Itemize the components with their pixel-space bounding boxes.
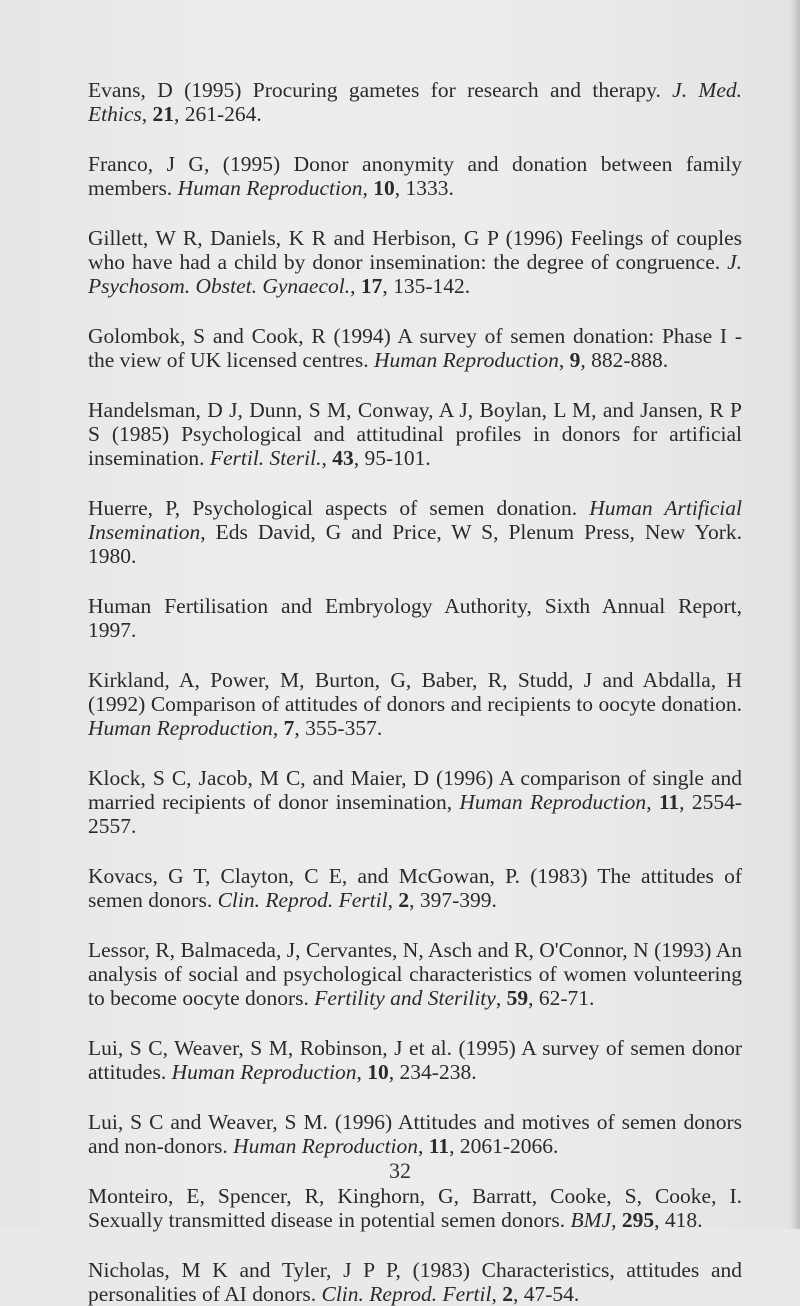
page-number: 32 <box>389 1158 411 1183</box>
reference-text: Franco, J G, (1995) Donor anonymity and donation between family members. <box>88 152 742 200</box>
reference-pages: , 2554-2557. <box>88 790 742 838</box>
reference-text: Kirkland, A, Power, M, Burton, G, Baber, R, Studd, J and Abdalla, H (1992) Comparison of attitudes of donors and recipients to oocyte donation. <box>88 668 742 716</box>
reference-pages: , 2061-2066. <box>449 1134 559 1158</box>
reference-text: Huerre, P, Psychological aspects of semen donation. <box>88 496 590 520</box>
reference-entry: Evans, D (1995) Procuring gametes for research and therapy. J. Med. Ethics, 21, 261-264. <box>88 78 742 126</box>
reference-volume: 11 <box>428 1134 450 1158</box>
reference-pages: , 135-142. <box>382 274 471 298</box>
reference-entry: Lui, S C, Weaver, S M, Robinson, J et al. (1995) A survey of semen donor attitudes. Human Reproduction, 10, 234-238. <box>88 1036 742 1084</box>
reference-entry: Golombok, S and Cook, R (1994) A survey of semen donation: Phase I - the view of UK licensed centres. Human Reproduction, 9, 882-888. <box>88 324 742 372</box>
reference-pages: Eds David, G and Price, W S, Plenum Press, New York. 1980. <box>88 520 743 568</box>
reference-text: Lui, S C, Weaver, S M, Robinson, J et al. (1995) A survey of semen donor attitudes. <box>88 1036 742 1084</box>
reference-text: Lui, S C and Weaver, S M. (1996) Attitudes and motives of semen donors and non-donors. <box>88 1110 742 1158</box>
reference-pages: , 397-399. <box>409 888 497 912</box>
reference-entry: Monteiro, E, Spencer, R, Kinghorn, G, Barratt, Cooke, S, Cooke, I. Sexually transmitted disease in potential semen donors. BMJ, 295, 418. <box>88 1184 742 1232</box>
reference-volume: 11 <box>658 790 680 814</box>
reference-entry: Gillett, W R, Daniels, K R and Herbison, G P (1996) Feelings of couples who have had a child by donor insemination: the degree of congruence. J. Psychosom. Obstet. Gynaecol., 17, 135-142. <box>88 226 742 298</box>
reference-volume: 10 <box>367 1060 389 1084</box>
reference-pages: , 62-71. <box>528 986 595 1010</box>
reference-entry: Franco, J G, (1995) Donor anonymity and donation between family members. Human Reproduction, 10, 1333. <box>88 152 742 200</box>
reference-journal: Human Reproduction <box>171 1060 357 1084</box>
reference-journal: Clin. Reprod. Fertil <box>321 1282 492 1306</box>
reference-journal: Human Reproduction <box>459 790 647 814</box>
reference-entry: Huerre, P, Psychological aspects of semen donation. Human Artificial Insemination, Eds David, G and Price, W S, Plenum Press, New York. 1980. <box>88 496 743 568</box>
reference-pages: , 1333. <box>394 176 454 200</box>
reference-text: Lessor, R, Balmaceda, J, Cervantes, N, Asch and R, O'Connor, N (1993) An analysis of social and psychological characteristics of women volunteering to become oocyte donors. <box>88 938 742 1010</box>
reference-journal: Fertility and Sterility <box>314 986 496 1010</box>
reference-entry: Lui, S C and Weaver, S M. (1996) Attitudes and motives of semen donors and non-donors. Human Reproduction, 11, 2061-2066. <box>88 1110 742 1158</box>
reference-entry: Kovacs, G T, Clayton, C E, and McGowan, P. (1983) The attitudes of semen donors. Clin. Reprod. Fertil, 2, 397-399. <box>88 864 742 912</box>
reference-entry: Klock, S C, Jacob, M C, and Maier, D (1996) A comparison of single and married recipients of donor insemination, Human Reproduction, 11, 2554-2557. <box>88 766 742 838</box>
reference-volume: 2 <box>398 888 410 912</box>
reference-pages: , 355-357. <box>294 716 383 740</box>
reference-volume: 9 <box>569 348 581 372</box>
reference-entry: Kirkland, A, Power, M, Burton, G, Baber, R, Studd, J and Abdalla, H (1992) Comparison of attitudes of donors and recipients to oocyte donation. Human Reproduction, 7, 355-357. <box>88 668 742 740</box>
reference-pages: , 95-101. <box>353 446 431 470</box>
reference-journal: Fertil. Steril. <box>209 446 322 470</box>
reference-pages: , 882-888. <box>580 348 669 372</box>
reference-volume: 21 <box>152 102 174 126</box>
reference-journal: Human Reproduction <box>177 176 363 200</box>
reference-text: Klock, S C, Jacob, M C, and Maier, D (1996) A comparison of single and married recipients of donor insemination, <box>88 766 742 814</box>
reference-journal: Human Artificial Insemination <box>88 496 742 544</box>
reference-text: Golombok, S and Cook, R (1994) A survey of semen donation: Phase I - the view of UK licensed centres. <box>88 324 742 372</box>
reference-entry: Handelsman, D J, Dunn, S M, Conway, A J, Boylan, L M, and Jansen, R P S (1985) Psychological and attitudinal profiles in donors for artificial insemination. Fertil. Steril., 43, 95-101. <box>88 398 742 470</box>
reference-entry <box>88 594 742 642</box>
reference-entry: Nicholas, M K and Tyler, J P P, (1983) Characteristics, attitudes and personalities of AI donors. Clin. Reprod. Fertil, 2, 47-54. <box>88 1258 742 1306</box>
reference-journal: Clin. Reprod. Fertil <box>217 888 388 912</box>
page-edge-shadow <box>790 0 800 1229</box>
reference-volume: 10 <box>373 176 395 200</box>
reference-volume: 2 <box>502 1282 513 1306</box>
reference-text: Handelsman, D J, Dunn, S M, Conway, A J, Boylan, L M, and Jansen, R P S (1985) Psychological and attitudinal profiles in donors for artificial insemination. <box>88 398 742 470</box>
reference-pages: , 47-54. <box>512 1282 580 1306</box>
reference-journal: J. Med. Ethics <box>88 78 742 126</box>
reference-text: Evans, D (1995) Procuring gametes for research and therapy. <box>88 78 673 102</box>
reference-volume: 7 <box>283 716 295 740</box>
reference-journal: BMJ <box>570 1208 612 1232</box>
reference-text: Human Fertilisation and Embryology Authority, Sixth Annual Report, 1997. <box>88 594 742 642</box>
reference-volume: 17 <box>360 274 383 298</box>
reference-journal: J. Psychosom. Obstet. Gynaecol. <box>88 250 742 298</box>
reference-text: Kovacs, G T, Clayton, C E, and McGowan, P. (1983) The attitudes of semen donors. <box>88 864 742 912</box>
reference-volume: 59 <box>506 986 529 1010</box>
reference-text: Nicholas, M K and Tyler, J P P, (1983) Characteristics, attitudes and personalities of AI donors. <box>88 1258 742 1306</box>
reference-pages: , 234-238. <box>388 1060 477 1084</box>
reference-pages: , 261-264. <box>174 102 262 126</box>
reference-text: Gillett, W R, Daniels, K R and Herbison, G P (1996) Feelings of couples who have had a child by donor insemination: the degree of congruence. <box>88 226 742 274</box>
reference-text: Monteiro, E, Spencer, R, Kinghorn, G, Barratt, Cooke, S, Cooke, I. Sexually transmitted disease in potential semen donors. <box>88 1184 742 1232</box>
reference-journal: Human Reproduction <box>88 716 273 740</box>
reference-list <box>88 78 742 1306</box>
reference-volume: 43 <box>332 446 354 470</box>
reference-volume: 295 <box>621 1208 655 1232</box>
reference-entry: Lessor, R, Balmaceda, J, Cervantes, N, Asch and R, O'Connor, N (1993) An analysis of social and psychological characteristics of women volunteering to become oocyte donors. Fertility and Sterility, 59, 62-71. <box>88 938 742 1010</box>
reference-journal: Human Reproduction <box>233 1134 419 1158</box>
reference-journal: Human Reproduction <box>373 348 559 372</box>
reference-pages: , 418. <box>654 1208 703 1232</box>
